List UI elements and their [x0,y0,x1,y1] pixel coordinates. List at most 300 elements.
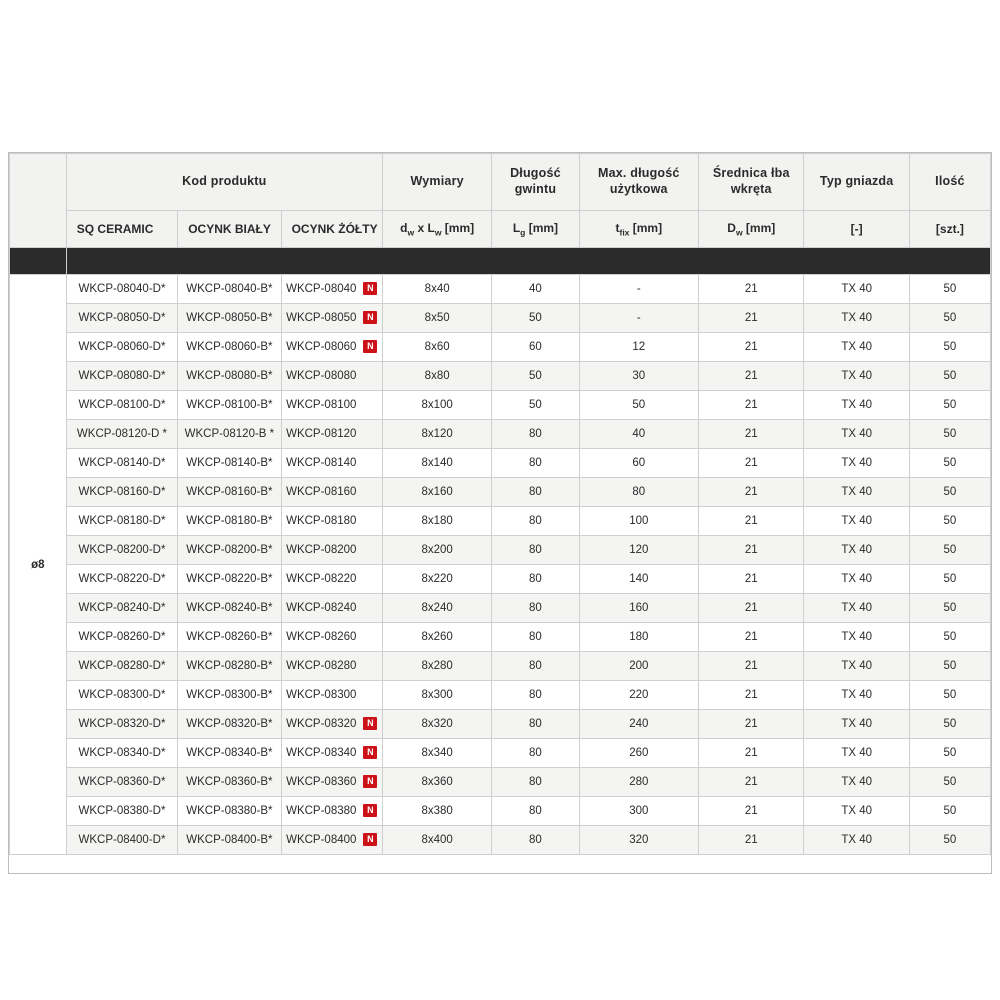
cell-ocynk-bialy-code-text: WKCP-08160-B* [186,486,273,498]
cell-ocynk-bialy-code-text: WKCP-08360-B* [186,776,273,788]
cell-sq-ceramic-code [66,362,177,391]
cell-srednica-lba: 21 [699,710,804,739]
cell-srednica-lba: 21 [699,304,804,333]
cell-typ-gniazda: TX 40 [804,449,909,478]
cell-sq-ceramic-code-text: WKCP-08380-D* [78,805,166,817]
cell-dlugosc-gwintu: 50 [492,304,579,333]
cell-dlugosc-gwintu: 80 [492,594,579,623]
cell-ocynk-zolty-code-text: WKCP-08340 [286,747,357,760]
cell-sq-ceramic-code-text: WKCP-08320-D* [78,718,166,730]
cell-srednica-lba: 21 [699,565,804,594]
cell-max-dlugosc-uzytkowa: 300 [579,797,699,826]
table-row [10,681,991,710]
cell-wymiary: 8x140 [382,449,491,478]
cell-ilosc: 50 [909,333,990,362]
table-footer-space [9,855,991,873]
header-ilosc: Ilość [909,154,990,211]
cell-typ-gniazda: TX 40 [804,826,909,855]
cell-sq-ceramic-code [66,536,177,565]
cell-srednica-lba: 21 [699,652,804,681]
cell-dlugosc-gwintu: 80 [492,449,579,478]
cell-ocynk-zolty-code-text: WKCP-08360 [286,776,357,789]
cell-wymiary: 8x340 [382,739,491,768]
cell-ocynk-bialy-code-text: WKCP-08240-B* [186,602,273,614]
cell-ocynk-zolty-code-text: WKCP-08050 [286,312,357,325]
cell-ocynk-zolty-code [281,623,382,652]
cell-ocynk-zolty-code [281,652,382,681]
cell-sq-ceramic-code [66,420,177,449]
cell-wymiary: 8x240 [382,594,491,623]
cell-typ-gniazda: TX 40 [804,478,909,507]
cell-ocynk-zolty-code-text: WKCP-08120 [286,428,357,441]
cell-typ-gniazda: TX 40 [804,536,909,565]
new-badge-icon: N [363,775,377,788]
cell-wymiary: 8x120 [382,420,491,449]
cell-dlugosc-gwintu: 80 [492,478,579,507]
cell-srednica-lba: 21 [699,797,804,826]
cell-ocynk-zolty-code [281,536,382,565]
cell-sq-ceramic-code [66,652,177,681]
cell-ilosc: 50 [909,362,990,391]
cell-sq-ceramic-code [66,275,177,304]
cell-wymiary: 8x220 [382,565,491,594]
cell-dlugosc-gwintu: 40 [492,275,579,304]
cell-sq-ceramic-code [66,507,177,536]
cell-ocynk-bialy-code [178,623,281,652]
cell-sq-ceramic-code [66,565,177,594]
cell-ocynk-zolty-code [281,275,382,304]
cell-srednica-lba: 21 [699,362,804,391]
table-row [10,536,991,565]
cell-max-dlugosc-uzytkowa: 12 [579,333,699,362]
cell-ocynk-zolty-code [281,304,382,333]
new-badge-icon: N [363,804,377,817]
cell-typ-gniazda: TX 40 [804,681,909,710]
cell-sq-ceramic-code [66,710,177,739]
cell-dlugosc-gwintu: 80 [492,710,579,739]
cell-ocynk-bialy-code [178,420,281,449]
cell-typ-gniazda: TX 40 [804,362,909,391]
cell-sq-ceramic-code [66,594,177,623]
cell-dlugosc-gwintu: 80 [492,565,579,594]
cell-max-dlugosc-uzytkowa: 120 [579,536,699,565]
cell-sq-ceramic-code-text: WKCP-08080-D* [78,370,166,382]
cell-ocynk-bialy-code [178,507,281,536]
cell-sq-ceramic-code-text: WKCP-08050-D* [78,312,166,324]
cell-ocynk-bialy-code-text: WKCP-08380-B* [186,805,273,817]
cell-max-dlugosc-uzytkowa: 320 [579,826,699,855]
cell-ilosc: 50 [909,594,990,623]
cell-ilosc: 50 [909,391,990,420]
cell-ocynk-bialy-code [178,565,281,594]
cell-ocynk-zolty-code [281,478,382,507]
table-row [10,710,991,739]
table-row [10,420,991,449]
cell-ocynk-zolty-code-text: WKCP-08260 [286,631,357,644]
cell-wymiary: 8x320 [382,710,491,739]
group-header-dim-spacer [10,248,67,275]
table-row [10,333,991,362]
cell-typ-gniazda: TX 40 [804,739,909,768]
cell-srednica-lba: 21 [699,739,804,768]
cell-typ-gniazda: TX 40 [804,420,909,449]
cell-wymiary: 8x200 [382,536,491,565]
cell-sq-ceramic-code-text: WKCP-08160-D* [78,486,166,498]
max-sub-fix: fix [619,227,630,238]
header-wymiary: Wymiary [382,154,491,211]
table-row [10,478,991,507]
cell-srednica-lba: 21 [699,275,804,304]
cell-ilosc: 50 [909,826,990,855]
cell-dlugosc-gwintu: 80 [492,681,579,710]
cell-sq-ceramic-code-text: WKCP-08060-D* [78,341,166,353]
subheader-ilosc-unit: [szt.] [909,211,990,248]
cell-ocynk-bialy-code-text: WKCP-08080-B* [186,370,273,382]
cell-sq-ceramic-code-text: WKCP-08340-D* [78,747,166,759]
cell-ilosc: 50 [909,420,990,449]
new-badge-icon: N [363,311,377,324]
cell-ilosc: 50 [909,739,990,768]
cell-ocynk-zolty-code-text: WKCP-08380 [286,805,357,818]
cell-ocynk-bialy-code-text: WKCP-08280-B* [186,660,273,672]
subheader-max-dlugosc-unit [579,211,699,248]
cell-wymiary: 8x80 [382,362,491,391]
cell-ocynk-bialy-code [178,333,281,362]
cell-typ-gniazda: TX 40 [804,652,909,681]
cell-dlugosc-gwintu: 80 [492,420,579,449]
subheader-typ-gniazda-unit: [-] [804,211,909,248]
table-row [10,594,991,623]
cell-dlugosc-gwintu: 80 [492,536,579,565]
cell-sq-ceramic-code [66,623,177,652]
cell-ocynk-bialy-code [178,594,281,623]
table-row [10,797,991,826]
cell-typ-gniazda: TX 40 [804,623,909,652]
cell-ocynk-bialy-code-text: WKCP-08140-B* [186,457,273,469]
cell-ocynk-bialy-code-text: WKCP-08040-B* [186,283,273,295]
new-badge-icon: N [363,833,377,846]
cell-max-dlugosc-uzytkowa: - [579,304,699,333]
header-row-units [10,211,991,248]
cell-max-dlugosc-uzytkowa: 140 [579,565,699,594]
cell-sq-ceramic-code-text: WKCP-08040-D* [78,283,166,295]
cell-dlugosc-gwintu: 80 [492,652,579,681]
cell-max-dlugosc-uzytkowa: - [579,275,699,304]
cell-ilosc: 50 [909,681,990,710]
cell-ilosc: 50 [909,507,990,536]
cell-typ-gniazda: TX 40 [804,304,909,333]
cell-sq-ceramic-code-text: WKCP-08120-D * [76,428,168,440]
cell-sq-ceramic-code-text: WKCP-08300-D* [78,689,166,701]
cell-ilosc: 50 [909,449,990,478]
wymiary-unit-mm: [mm] [441,220,475,235]
cell-sq-ceramic-code [66,826,177,855]
cell-sq-ceramic-code-text: WKCP-08220-D* [78,573,166,585]
dlugosc-sub-g: g [520,227,526,238]
cell-max-dlugosc-uzytkowa: 200 [579,652,699,681]
cell-sq-ceramic-code-text: WKCP-08400-D* [78,834,166,846]
cell-ocynk-bialy-code-text: WKCP-08320-B* [186,718,273,730]
cell-sq-ceramic-code-text: WKCP-08180-D* [78,515,166,527]
cell-ocynk-zolty-code [281,362,382,391]
cell-dlugosc-gwintu: 80 [492,507,579,536]
cell-sq-ceramic-code [66,768,177,797]
cell-sq-ceramic-code [66,739,177,768]
cell-sq-ceramic-code [66,333,177,362]
cell-wymiary: 8x100 [382,391,491,420]
cell-ocynk-bialy-code [178,391,281,420]
cell-ocynk-bialy-code [178,797,281,826]
cell-ocynk-bialy-code [178,449,281,478]
cell-ocynk-zolty-code [281,739,382,768]
cell-typ-gniazda: TX 40 [804,710,909,739]
srednica-sub-w: w [735,227,743,238]
new-badge-icon: N [363,717,377,730]
cell-typ-gniazda: TX 40 [804,565,909,594]
srednica-unit-mm: [mm] [742,220,776,235]
cell-ocynk-bialy-code [178,536,281,565]
new-badge-icon: N [363,340,377,353]
cell-ocynk-bialy-code-text: WKCP-08340-B* [186,747,273,759]
cell-ocynk-zolty-code [281,710,382,739]
cell-ocynk-zolty-code-text: WKCP-08300 [286,689,357,702]
cell-max-dlugosc-uzytkowa: 220 [579,681,699,710]
cell-wymiary: 8x380 [382,797,491,826]
cell-srednica-lba: 21 [699,681,804,710]
table-row [10,391,991,420]
table-row [10,507,991,536]
cell-max-dlugosc-uzytkowa: 50 [579,391,699,420]
table-row [10,449,991,478]
cell-ocynk-bialy-code-text: WKCP-08200-B* [186,544,273,556]
cell-max-dlugosc-uzytkowa: 260 [579,739,699,768]
cell-srednica-lba: 21 [699,478,804,507]
cell-ilosc: 50 [909,623,990,652]
spec-table [9,153,991,855]
cell-ocynk-bialy-code-text: WKCP-08400-B* [186,834,273,846]
cell-ocynk-zolty-code [281,507,382,536]
cell-wymiary: 8x400 [382,826,491,855]
subheader-sq-ceramic: SQ CERAMIC [66,211,177,248]
cell-ocynk-zolty-code-text: WKCP-08200 [286,544,357,557]
cell-dlugosc-gwintu: 80 [492,826,579,855]
table-row [10,652,991,681]
cell-ocynk-bialy-code [178,478,281,507]
cell-ilosc: 50 [909,275,990,304]
cell-max-dlugosc-uzytkowa: 240 [579,710,699,739]
table-body [10,248,991,855]
table-row [10,768,991,797]
group-header-label: WKCP-8 [66,248,990,275]
cell-sq-ceramic-code [66,797,177,826]
table-header [10,154,991,248]
header-kod-produktu: Kod produktu [66,154,382,211]
cell-ocynk-zolty-code-text: WKCP-08160 [286,486,357,499]
cell-max-dlugosc-uzytkowa: 100 [579,507,699,536]
cell-max-dlugosc-uzytkowa: 280 [579,768,699,797]
cell-ocynk-zolty-code-text: WKCP-08240 [286,602,357,615]
cell-srednica-lba: 21 [699,536,804,565]
cell-typ-gniazda: TX 40 [804,797,909,826]
cell-ocynk-zolty-code [281,681,382,710]
cell-wymiary: 8x50 [382,304,491,333]
cell-wymiary: 8x180 [382,507,491,536]
cell-ocynk-zolty-code-text: WKCP-08080 [286,370,357,383]
cell-wymiary: 8x360 [382,768,491,797]
cell-dlugosc-gwintu: 80 [492,739,579,768]
subheader-srednica-unit [699,211,804,248]
cell-ocynk-zolty-code [281,333,382,362]
cell-wymiary: 8x300 [382,681,491,710]
cell-typ-gniazda: TX 40 [804,275,909,304]
cell-wymiary: 8x40 [382,275,491,304]
max-sym-t: t [615,220,620,235]
wymiary-sub-w2: w [434,227,442,238]
cell-ocynk-zolty-code [281,826,382,855]
cell-typ-gniazda: TX 40 [804,333,909,362]
cell-sq-ceramic-code-text: WKCP-08200-D* [78,544,166,556]
cell-sq-ceramic-code [66,681,177,710]
cell-sq-ceramic-code [66,391,177,420]
table-row [10,623,991,652]
table-row [10,565,991,594]
cell-max-dlugosc-uzytkowa: 60 [579,449,699,478]
cell-ilosc: 50 [909,304,990,333]
cell-ocynk-bialy-code [178,710,281,739]
table-row [10,304,991,333]
cell-ocynk-zolty-code [281,594,382,623]
cell-ocynk-zolty-code-text: WKCP-08280 [286,660,357,673]
cell-ocynk-bialy-code [178,362,281,391]
cell-ocynk-zolty-code [281,449,382,478]
cell-ilosc: 50 [909,478,990,507]
cell-sq-ceramic-code-text: WKCP-08240-D* [78,602,166,614]
cell-ocynk-bialy-code [178,826,281,855]
table-row [10,739,991,768]
dlugosc-unit-mm: [mm] [525,220,559,235]
cell-sq-ceramic-code [66,449,177,478]
cell-sq-ceramic-code-text: WKCP-08260-D* [78,631,166,643]
subheader-ocynk-bialy: OCYNK BIAŁY [178,211,281,248]
cell-srednica-lba: 21 [699,507,804,536]
cell-srednica-lba: 21 [699,333,804,362]
cell-srednica-lba: 21 [699,391,804,420]
cell-ocynk-zolty-code-text: WKCP-08400 [286,834,357,847]
cell-ocynk-zolty-code [281,565,382,594]
cell-dlugosc-gwintu: 80 [492,623,579,652]
cell-ocynk-bialy-code [178,768,281,797]
new-badge-icon: N [363,282,377,295]
header-dlugosc-gwintu: Długość gwintu [492,154,579,211]
cell-srednica-lba: 21 [699,594,804,623]
cell-max-dlugosc-uzytkowa: 40 [579,420,699,449]
wymiary-sym-d: d [400,220,408,235]
wymiary-sym-l: x L [414,220,435,235]
cell-ilosc: 50 [909,710,990,739]
cell-ocynk-bialy-code-text: WKCP-08220-B* [186,573,273,585]
cell-srednica-lba: 21 [699,826,804,855]
cell-sq-ceramic-code [66,478,177,507]
cell-sq-ceramic-code [66,304,177,333]
cell-max-dlugosc-uzytkowa: 160 [579,594,699,623]
cell-ocynk-bialy-code [178,681,281,710]
cell-sq-ceramic-code-text: WKCP-08280-D* [78,660,166,672]
cell-ocynk-zolty-code [281,797,382,826]
cell-dlugosc-gwintu: 80 [492,768,579,797]
cell-ocynk-zolty-code-text: WKCP-08180 [286,515,357,528]
cell-ocynk-bialy-code [178,275,281,304]
cell-ocynk-zolty-code [281,391,382,420]
cell-ocynk-bialy-code-text: WKCP-08100-B* [186,399,273,411]
cell-dlugosc-gwintu: 50 [492,362,579,391]
cell-ocynk-zolty-code-text: WKCP-08060 [286,341,357,354]
cell-ilosc: 50 [909,768,990,797]
max-unit-mm: [mm] [629,220,663,235]
cell-ocynk-bialy-code-text: WKCP-08300-B* [186,689,273,701]
header-typ-gniazda: Typ gniazda [804,154,909,211]
cell-max-dlugosc-uzytkowa: 80 [579,478,699,507]
cell-ilosc: 50 [909,797,990,826]
cell-typ-gniazda: TX 40 [804,391,909,420]
cell-wymiary: 8x160 [382,478,491,507]
cell-srednica-lba: 21 [699,420,804,449]
header-row-groups [10,154,991,211]
cell-ilosc: 50 [909,565,990,594]
table-row [10,275,991,304]
cell-ocynk-zolty-code-text: WKCP-08040 [286,283,357,296]
cell-sq-ceramic-code-text: WKCP-08100-D* [78,399,166,411]
cell-ocynk-zolty-code-text: WKCP-08220 [286,573,357,586]
table-row [10,362,991,391]
cell-ocynk-bialy-code-text: WKCP-08180-B* [186,515,273,527]
cell-sq-ceramic-code-text: WKCP-08360-D* [78,776,166,788]
table-row [10,826,991,855]
group-header-row [10,248,991,275]
header-max-dlugosc-uzytkowa: Max. długość użytkowa [579,154,699,211]
subheader-wymiary-unit [382,211,491,248]
new-badge-icon: N [363,746,377,759]
subheader-dlugosc-unit [492,211,579,248]
srednica-sym-d: D [727,220,736,235]
header-dimension-spacer [10,154,67,248]
cell-max-dlugosc-uzytkowa: 30 [579,362,699,391]
cell-dlugosc-gwintu: 80 [492,797,579,826]
cell-srednica-lba: 21 [699,449,804,478]
cell-ocynk-zolty-code-text: WKCP-08320 [286,718,357,731]
cell-dlugosc-gwintu: 60 [492,333,579,362]
cell-sq-ceramic-code-text: WKCP-08140-D* [78,457,166,469]
cell-dlugosc-gwintu: 50 [492,391,579,420]
cell-srednica-lba: 21 [699,623,804,652]
cell-max-dlugosc-uzytkowa: 180 [579,623,699,652]
dlugosc-sym-l: L [512,220,521,235]
cell-srednica-lba: 21 [699,768,804,797]
wymiary-sub-w: w [407,227,415,238]
cell-ocynk-bialy-code [178,652,281,681]
cell-ocynk-bialy-code [178,739,281,768]
header-srednica-lba-wkreta: Średnica łba wkręta [699,154,804,211]
cell-wymiary: 8x280 [382,652,491,681]
cell-ocynk-bialy-code [178,304,281,333]
cell-ocynk-zolty-code [281,420,382,449]
cell-ocynk-bialy-code-text: WKCP-08060-B* [186,341,273,353]
subheader-ocynk-zolty: OCYNK ŻÓŁTY [281,211,382,248]
cell-ocynk-bialy-code-text: WKCP-08120-B * [184,428,275,440]
cell-wymiary: 8x60 [382,333,491,362]
spec-table-container [8,152,992,874]
cell-ocynk-bialy-code-text: WKCP-08260-B* [186,631,273,643]
cell-typ-gniazda: TX 40 [804,768,909,797]
